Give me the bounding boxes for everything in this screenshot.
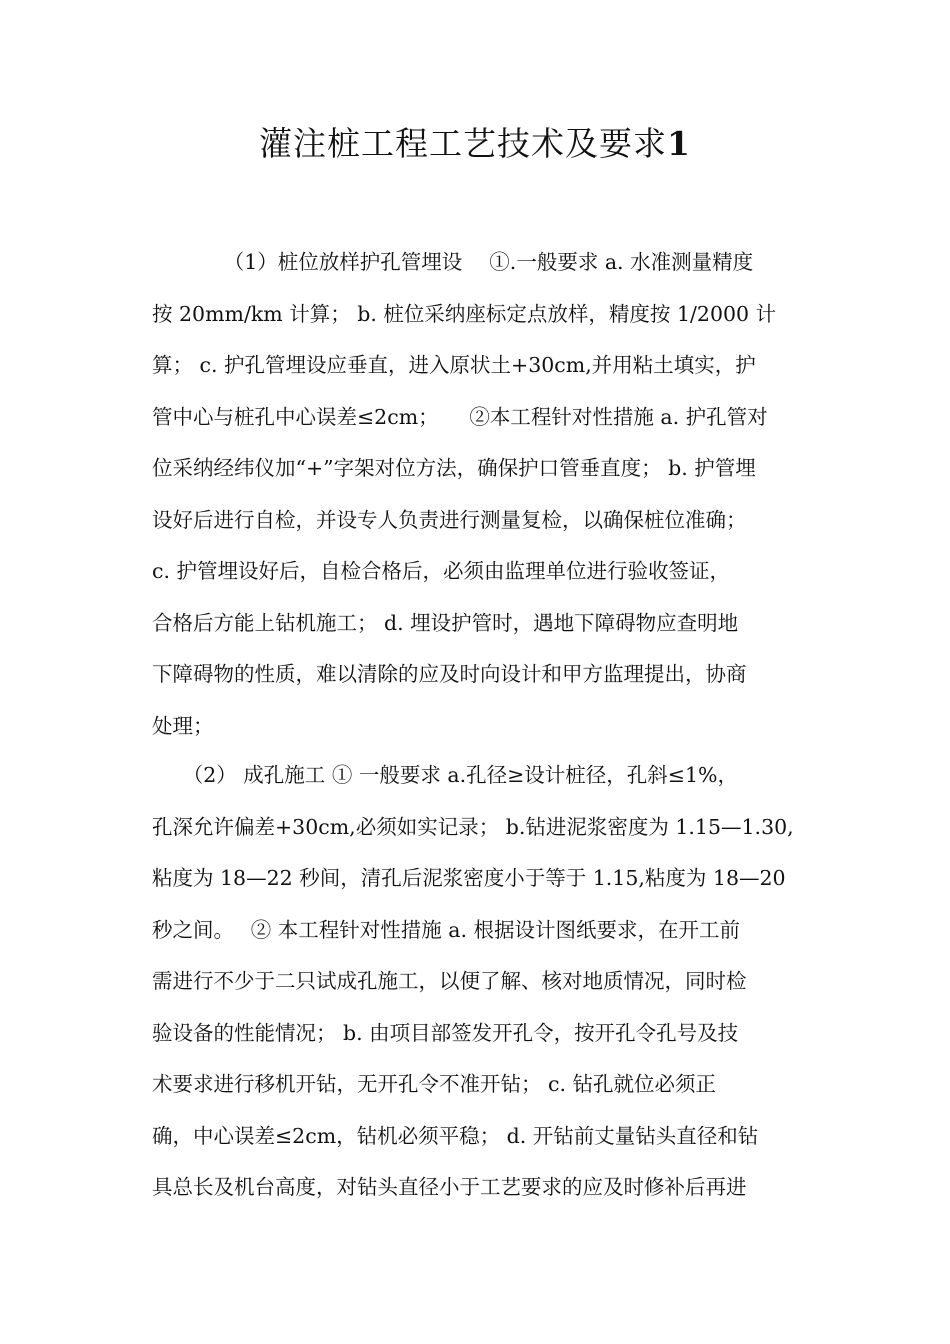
title-text: 灌注桩工程工艺技术及要求 [259, 124, 668, 163]
text-line: 算； c. 护孔管埋设应垂直，进入原状土+30cm,并用粘土填实，护 [152, 353, 756, 377]
text-line: 设好后进行自检，并设专人负责进行测量复检，以确保桩位准确； [152, 507, 747, 532]
text-line: 验设备的性能情况； b. 由项目部签发开孔令，按开孔令孔号及技 [152, 1020, 739, 1045]
paragraph-hole-forming [152, 750, 812, 1214]
text-line: 处理； [152, 713, 214, 738]
text-line: 秒之间。 ② 本工程针对性措施 a. 根据设计图纸要求，在开工前 [152, 917, 741, 942]
text-line: 确，中心误差≤2cm，钻机必须平稳； d. 开钻前丈量钻头直径和钻 [152, 1123, 759, 1148]
text-line: （2） 成孔施工 ① 一般要求 a.孔径≥设计桩径，孔斜≤1%， [152, 763, 738, 787]
text-line: 管中心与桩孔中心误差≤2cm； ②本工程针对性措施 a. 护孔管对 [152, 404, 768, 429]
title-number: 1 [667, 124, 691, 163]
text-line: （1）桩位放样护孔管埋设 ①.一般要求 a. 水准测量精度 [152, 250, 754, 274]
text-line: 术要求进行移机开钻，无开孔令不准开钻； c. 钻孔就位必须正 [152, 1072, 717, 1096]
text-line: c. 护管埋设好后，自检合格后，必须由监理单位进行验收签证， [152, 559, 731, 583]
text-line: 粘度为 18—22 秒间，清孔后泥浆密度小于等于 1.15,粘度为 18—20 [152, 866, 786, 890]
text-line: 具总长及机台高度，对钻头直径小于工艺要求的应及时修补后再进 [152, 1175, 747, 1199]
text-line: 需进行不少于二只试成孔施工，以便了解、核对地质情况，同时检 [152, 969, 747, 993]
document-title [0, 118, 950, 170]
text-line: 合格后方能上钻机施工； d. 埋设护管时，遇地下障碍物应查明地 [152, 610, 739, 635]
text-line: 按 20mm/km 计算； b. 桩位采纳座标定点放样，精度按 1/2000 计 [152, 301, 777, 326]
text-line: 孔深允许偏差+30cm,必须如实记录； b.钻进泥浆密度为 1.15—1.30, [152, 814, 794, 839]
paragraph-pile-positioning [152, 237, 812, 752]
text-line: 下障碍物的性质，难以清除的应及时向设计和甲方监理提出，协商 [152, 662, 747, 686]
text-line: 位采纳经纬仪加“+”字架对位方法，确保护口管垂直度； b. 护管埋 [152, 456, 756, 480]
